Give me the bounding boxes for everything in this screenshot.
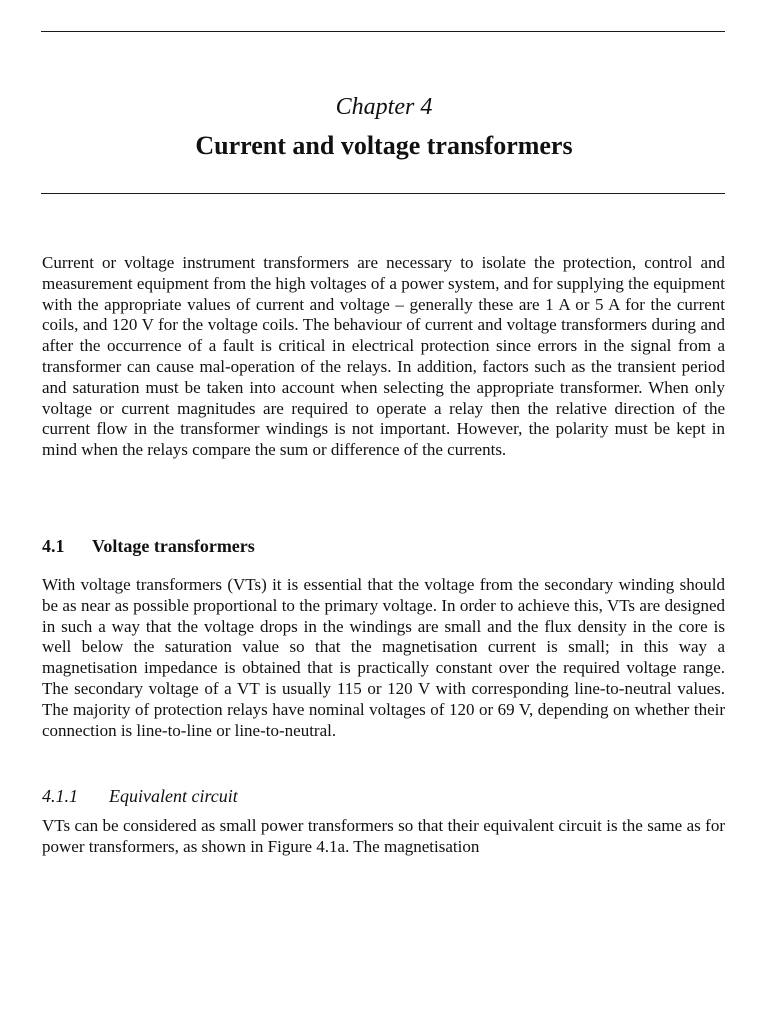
section-heading xyxy=(42,535,255,557)
section-paragraph: With voltage transformers (VTs) it is essential that the voltage from the secondary winding should be as near as possible proportional to the primary voltage. In order to achieve this, VTs are designed in such a way that the voltage drops in the windings are small and the flux density in the core is well below the saturation value so that the magnetisation current is small; in this way a magnetisation impedance is obtained that is practically constant over the required voltage range. The secondary voltage of a VT is usually 115 or 120 V with corresponding line-to-neutral values. The majority of protection relays have nominal voltages of 120 or 69 V, depending on whether their connection is line-to-line or line-to-neutral. xyxy=(42,575,725,740)
section-title: Voltage transformers xyxy=(92,536,255,556)
chapter-label: Chapter 4 xyxy=(335,94,433,120)
subsection-heading xyxy=(42,785,238,807)
subsection-title: Equivalent circuit xyxy=(109,786,238,806)
header-rule-top xyxy=(41,31,725,32)
header-rule-bottom xyxy=(41,193,725,194)
subsection-paragraph: VTs can be considered as small power transformers so that their equivalent circuit is the same as for power transformers, as shown in Figure 4.1a. The magnetisation xyxy=(42,816,725,856)
intro-paragraph: Current or voltage instrument transformers are necessary to isolate the protection, control and measurement equipment from the high voltages of a power system, and for supplying the equipment with the appropriate values of current and voltage – generally these are 1 A or 5 A for the current coils, and 120 V for the voltage coils. The behaviour of current and voltage transformers during and after the occurrence of a fault is critical in electrical protection since errors in the signal from a transformer can cause mal-operation of the relays. In addition, factors such as the transient period and saturation must be taken into account when selecting the appropriate transformer. When only voltage or current magnitudes are required to operate a relay then the relative direction of the current flow in the transformer windings is not important. However, the polarity must be kept in mind when the relays compare the sum or difference of the currents. xyxy=(42,253,725,460)
subsection-number: 4.1.1 xyxy=(42,786,78,806)
section-number: 4.1 xyxy=(42,536,65,556)
chapter-title: Current and voltage transformers xyxy=(195,131,573,160)
